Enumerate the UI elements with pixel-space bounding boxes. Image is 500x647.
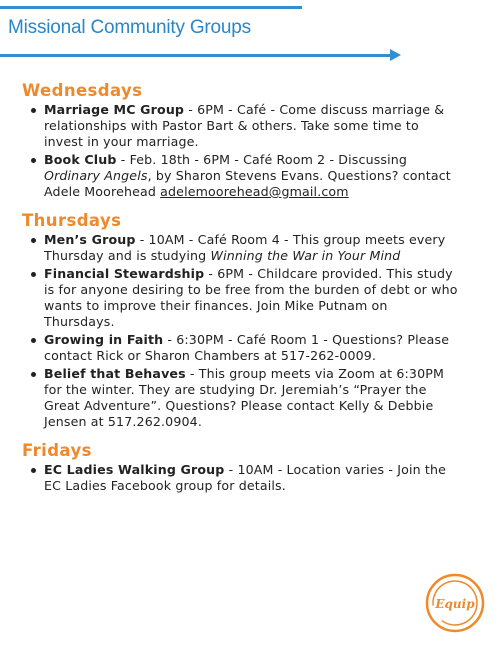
event-details: - 6PM - Café - Come discuss marriage & relationships with Pastor Bart & others. Take some time to invest in your marriage. (44, 102, 445, 149)
day-heading: Fridays (22, 441, 92, 460)
list-item (22, 366, 462, 430)
section-thursdays (22, 210, 462, 430)
day-heading: Thursdays (22, 211, 122, 230)
day-heading: Wednesdays (22, 81, 143, 100)
event-list (22, 462, 462, 494)
event-details: - 6PM - Childcare provided. This study is for anyone desiring to be free from the burden of debt or who wants to improve their finances. Join Mike Putnam on Thursdays. (44, 266, 458, 329)
schedule-content (22, 80, 462, 504)
event-details: - This group meets via Zoom at 6:30PM for the winter. They are studying Dr. Jeremiah’s “Prayer the Great Adventure”. Questions? Please contact Kelly & Debbie Jensen at 517.262.0904. (44, 366, 444, 429)
event-details: , by Sharon Stevens Evans. Questions? contact Adele Moorehead (44, 168, 451, 199)
event-details: - 10AM - Café Room 4 - This group meets every Thursday and is studying (44, 232, 446, 263)
event-name: Men’s Group (44, 232, 136, 247)
event-details: - Feb. 18th - 6PM - Café Room 2 - Discussing (116, 152, 408, 167)
event-name: Financial Stewardship (44, 266, 205, 281)
page-title: Missional Community Groups (8, 17, 251, 38)
event-list (22, 102, 462, 200)
event-name: EC Ladies Walking Group (44, 462, 225, 477)
event-list (22, 232, 462, 430)
list-item (22, 232, 462, 264)
list-item (22, 462, 462, 494)
book-title: Winning the War in Your Mind (210, 248, 401, 263)
list-item (22, 332, 462, 364)
email-link[interactable]: adelemoorehead@gmail.com (160, 184, 349, 199)
list-item (22, 266, 462, 330)
arrow-divider (0, 54, 392, 57)
arrow-right-icon (390, 49, 401, 61)
event-details: - 10AM - Location varies - Join the EC Ladies Facebook group for details. (44, 462, 447, 493)
equip-logo-icon (424, 572, 486, 634)
event-name: Book Club (44, 152, 117, 167)
list-item (22, 152, 462, 200)
section-fridays (22, 440, 462, 494)
list-item (22, 102, 462, 150)
event-name: Belief that Behaves (44, 366, 186, 381)
section-wednesdays (22, 80, 462, 200)
event-name: Growing in Faith (44, 332, 164, 347)
logo-text: Equip (435, 597, 475, 611)
top-divider (0, 6, 302, 9)
event-details: - 6:30PM - Café Room 1 - Questions? Please contact Rick or Sharon Chambers at 517-262-0009. (44, 332, 450, 363)
book-title: Ordinary Angels (44, 168, 148, 183)
event-name: Marriage MC Group (44, 102, 185, 117)
